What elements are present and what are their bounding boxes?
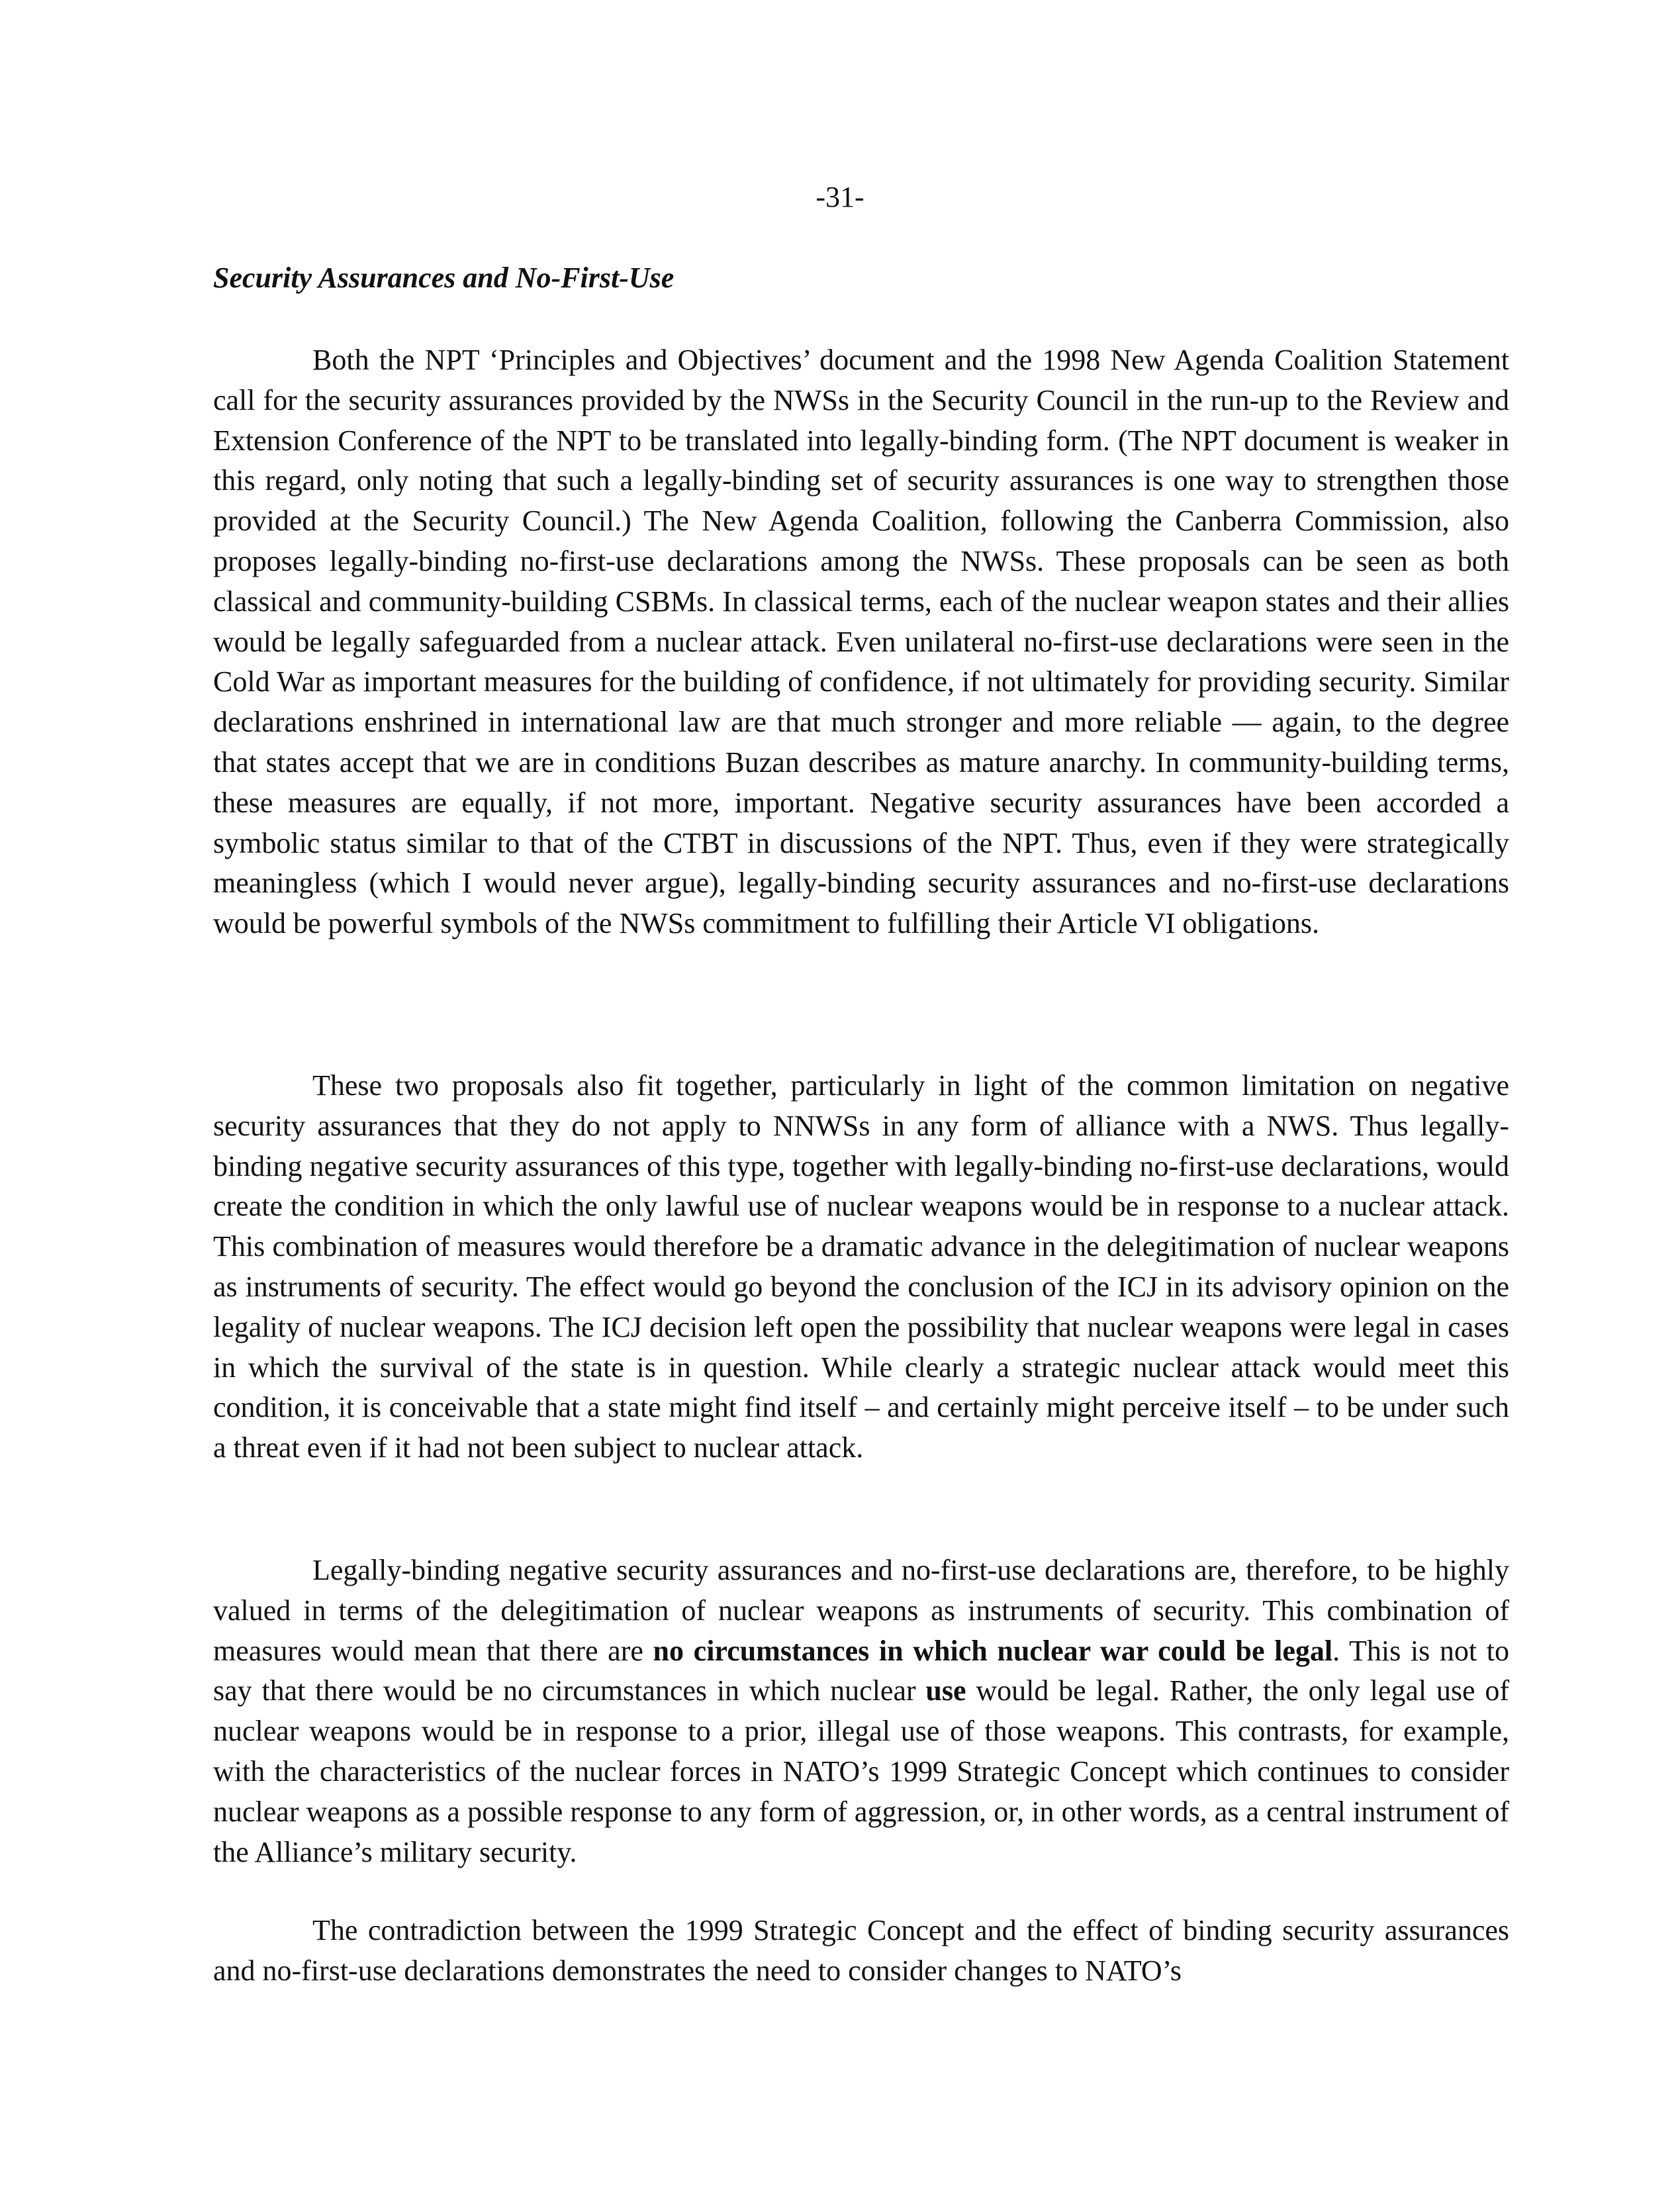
paragraph-2-text: These two proposals also fit together, particularly in light of the common limitation on negative security assurances that they do not apply to NNWSs in any form of alliance with a NWS. Thus legally-binding negative security assurances of this type, together with legally-binding no-first-use declarations, would create the condition in which the only lawful use of nuclear weapons would be in response to a nuclear attack. This combination of measures would therefore be a dramatic advance in the delegitimation of nuclear weapons as instruments of security. The effect would go beyond the conclusion of the ICJ in its advisory opinion on the legality of nuclear weapons. The ICJ decision left open the possibility that nuclear weapons were legal in cases in which the survival of the state is in question. While clearly a strategic nuclear attack would meet this condition, it is conceivable that a state might find itself – and certainly might perceive itself – to be under such a threat even if it had not been subject to nuclear attack. [213, 1069, 1509, 1464]
paragraph-3-emphasis-legal: no circumstances in which nuclear war could be legal [653, 1634, 1333, 1667]
paragraph-1-text: Both the NPT ‘Principles and Objectives’ document and the 1998 New Agenda Coalition Statement call for the security assurances provided by the NWSs in the Security Council in the run-up to the Review and Extension Conference of the NPT to be translated into legally-binding form. (The NPT document is weaker in this regard, only noting that such a legally-binding set of security assurances is one way to strengthen those provided at the Security Council.) The New Agenda Coalition, following the Canberra Commission, also proposes legally-binding no-first-use declarations among the NWSs. These proposals can be seen as both classical and community-building CSBMs. In classical terms, each of the nuclear weapon states and their allies would be legally safeguarded from a nuclear attack. Even unilateral no-first-use declarations were seen in the Cold War as important measures for the building of confidence, if not ultimately for providing security. Similar declarations enshrined in international law are that much stronger and more reliable — again, to the degree that states accept that we are in conditions Buzan describes as mature anarchy. In community-building terms, these measures are equally, if not more, important. Negative security assurances have been accorded a symbolic status similar to that of the CTBT in discussions of the NPT. Thus, even if they were strategically meaningless (which I would never argue), legally-binding security assurances and no-first-use declarations would be powerful symbols of the NWSs commitment to fulfilling their Article VI obligations. [213, 344, 1509, 940]
paragraph-4-text: The contradiction between the 1999 Strategic Concept and the effect of binding security assurances and no-first-use declarations demonstrates the need to consider changes to NATO’s [213, 1914, 1509, 1987]
paragraph-3-text-a: Legally-binding negative security assurances and no-first-use declarations are, therefore, to be highly valued in terms of the delegitimation of nuclear weapons as instruments of security. This combination of measures would mean that there are [213, 1554, 1509, 1667]
paragraph-3-text-c: would be legal. Rather, the only legal use of nuclear weapons would be in response to a prior, illegal use of those weapons. This contrasts, for example, with the characteristics of the nuclear forces in NATO’s 1999 Strategic Concept which continues to consider nuclear weapons as a possible response to any form of aggression, or, in other words, as a central instrument of the Alliance’s military security. [213, 1674, 1509, 1868]
paragraph-1 [213, 340, 1509, 944]
paragraph-2 [213, 1066, 1509, 1468]
paragraph-3 [213, 1551, 1509, 1872]
paragraph-3-emphasis-use: use [925, 1674, 966, 1707]
paragraph-3-text-b: . This is not to say that there would be no circumstances in which nuclear [213, 1634, 1509, 1707]
section-heading: Security Assurances and No-First-Use [213, 262, 675, 294]
paragraph-4 [213, 1911, 1509, 1991]
page-number: -31- [816, 181, 864, 213]
